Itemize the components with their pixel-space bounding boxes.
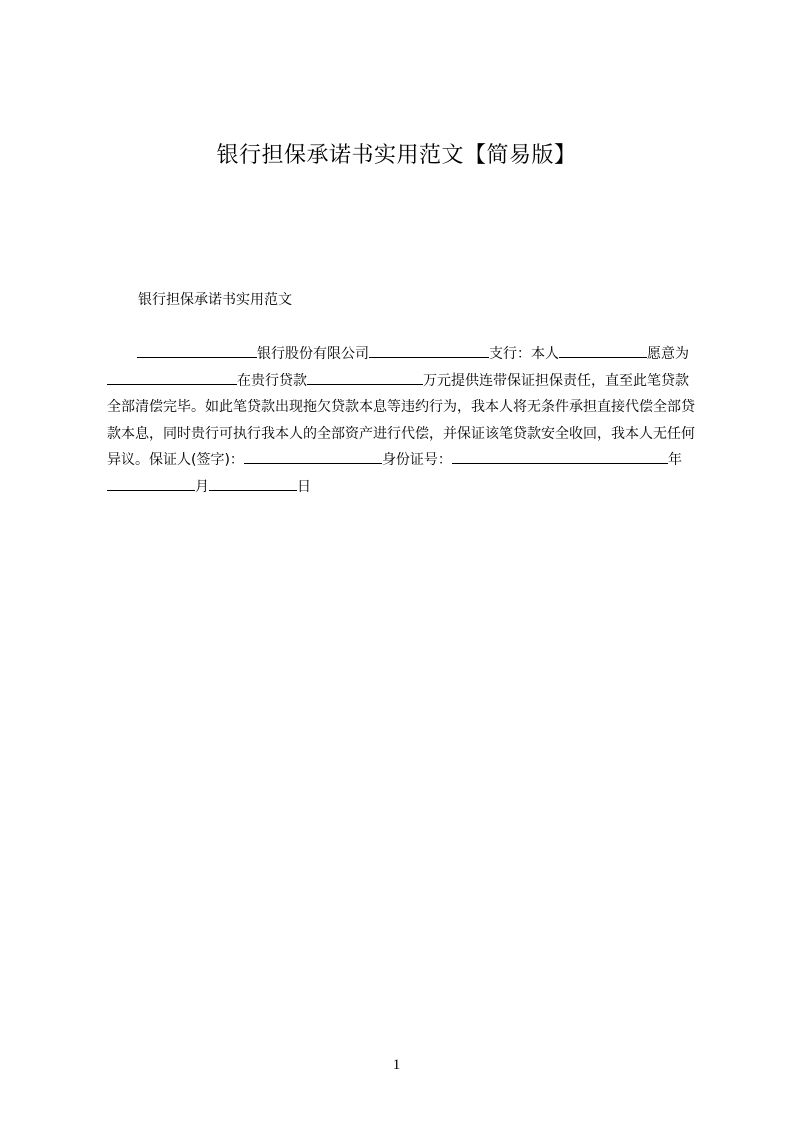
- body-text-2: 支行：本人: [489, 346, 559, 362]
- blank-month[interactable]: [209, 489, 297, 491]
- body-text-7: 年: [667, 452, 682, 468]
- blank-branch-name[interactable]: [369, 356, 489, 358]
- body-text-6: 身份证号：: [381, 452, 452, 468]
- body-text-5: 万元提供连带保证担保责任，直至此笔贷款全部清偿完毕。如此笔贷款出现拖欠贷款本息等违约行为，我本人将无条件承担直接代偿全部贷款本息，同时贵行可执行我本人的全部资产进行代偿，并保证该笔贷款安全收回，我本人无任何异议。保证人(签字)：: [107, 372, 695, 468]
- page-title: 银行担保承诺书实用范文【简易版】: [216, 143, 577, 168]
- page-number: 1: [392, 1057, 401, 1073]
- blank-signature[interactable]: [244, 462, 382, 464]
- blank-loan-amount[interactable]: [307, 383, 423, 385]
- body-text-4: 在贵行贷款: [237, 372, 307, 389]
- blank-bank-name[interactable]: [137, 356, 257, 358]
- commitment-paragraph: [107, 341, 701, 500]
- body-text-9: 日: [297, 478, 311, 495]
- blank-borrower-name[interactable]: [107, 383, 237, 385]
- blank-id-number[interactable]: [452, 462, 668, 464]
- body-text-1: 银行股份有限公司: [257, 346, 369, 362]
- blank-guarantor-name[interactable]: [559, 356, 647, 358]
- blank-year[interactable]: [107, 489, 195, 491]
- body-text-8: 月: [195, 478, 209, 495]
- body-text-3: 愿意为: [647, 346, 689, 362]
- document-subheading: 银行担保承诺书实用范文: [138, 292, 292, 308]
